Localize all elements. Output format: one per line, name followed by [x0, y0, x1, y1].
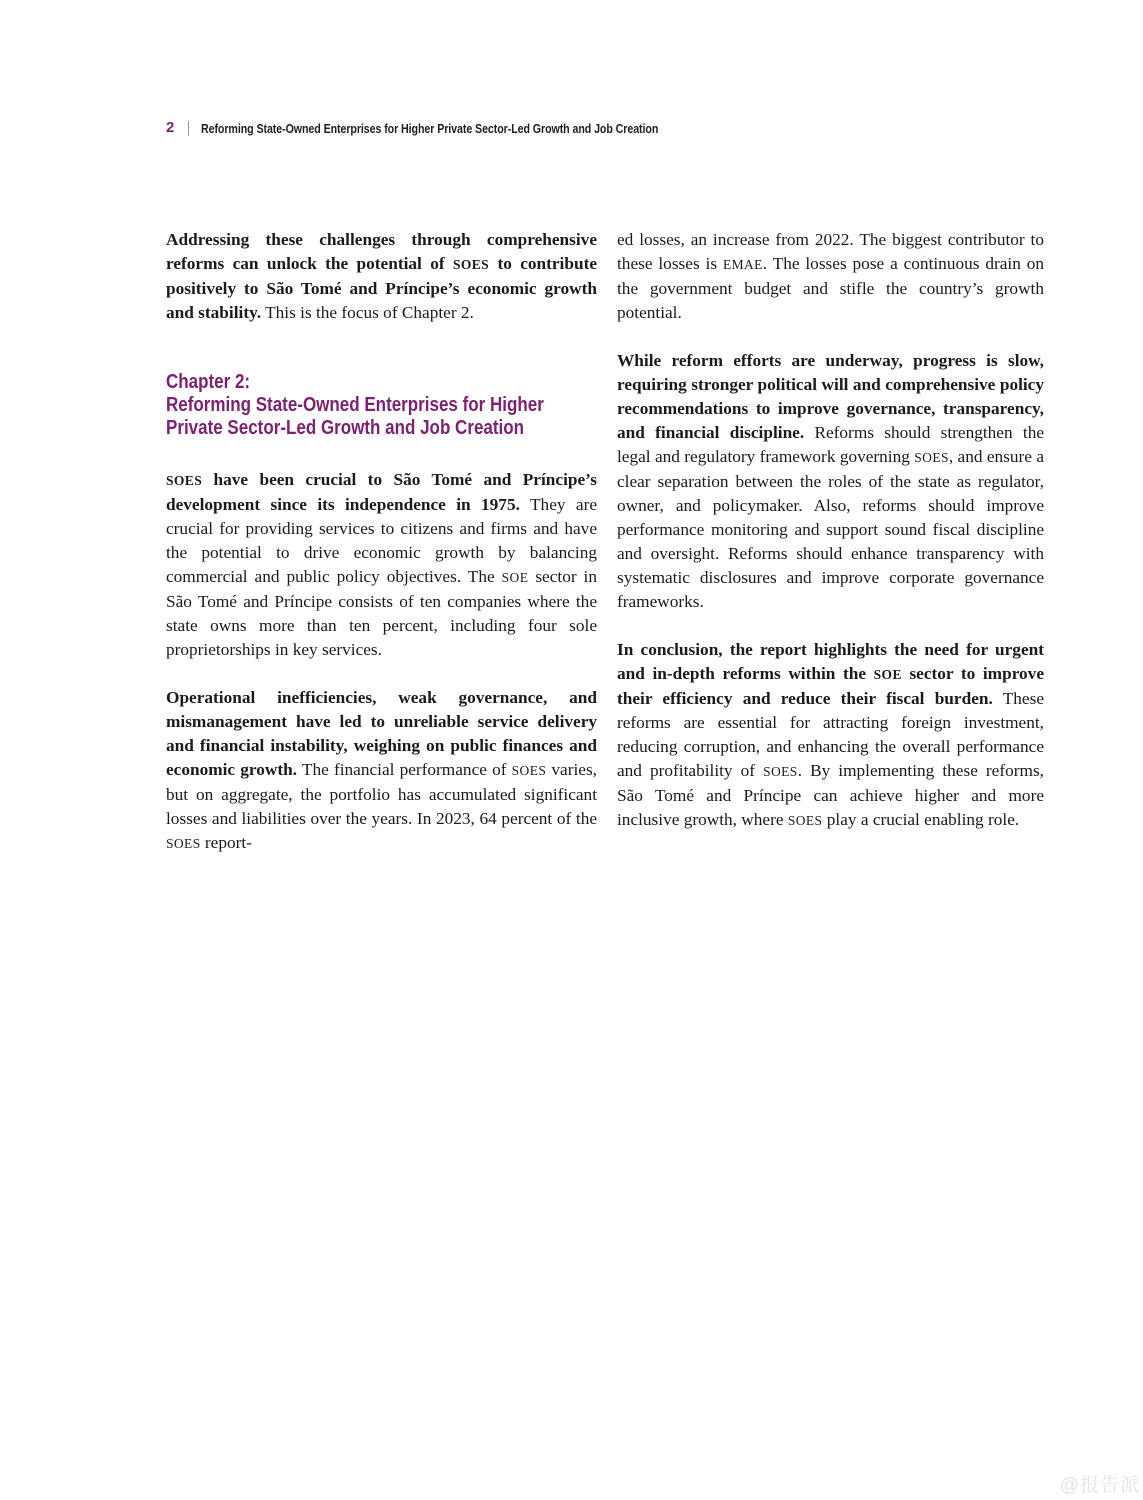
- paragraph-soes-crucial: [166, 468, 597, 662]
- chapter-heading: [166, 371, 597, 440]
- right-column: [617, 228, 1044, 880]
- left-column: [166, 228, 597, 880]
- paragraph-inefficiencies: [166, 686, 597, 856]
- paragraph-intro: [166, 228, 597, 325]
- page-number: 2: [166, 119, 175, 136]
- paragraph-rest: ed losses, an increase from 2022. The biggest contributor to these losses is EMAE. The losses pose a continuous drain on the government budget and stifle the country’s growth potential.: [617, 230, 1044, 322]
- paragraph-rest: They are crucial for providing services to citizens and firms and have the potential to drive economic growth by balancing commercial and public policy objectives. The SOE sector in São Tomé and Príncipe consists of ten companies where the state owns more than ten percent, including four sole proprietorships in key services.: [166, 495, 597, 659]
- paragraph-lead: SOES have been crucial to São Tomé and Príncipe’s development since its independence in 1975.: [166, 470, 597, 514]
- page-header: [166, 119, 759, 137]
- two-column-body: [166, 228, 1044, 880]
- paragraph-losses-continuation: [617, 228, 1044, 325]
- header-separator: [188, 121, 189, 136]
- chapter-heading-line: Reforming State-Owned Enterprises for Higher: [166, 394, 544, 416]
- paragraph-conclusion: [617, 638, 1044, 833]
- paragraph-lead: Addressing these challenges through comprehensive reforms can unlock the potential of SOES to contribute positively to São Tomé and Príncipe’s economic growth and stability.: [166, 230, 597, 322]
- paragraph-lead: In conclusion, the report highlights the need for urgent and in-depth reforms within the SOE sector to improve their efficiency and reduce their fiscal burden.: [617, 640, 1044, 708]
- paragraph-lead: While reform efforts are underway, progress is slow, requiring stronger political will and comprehensive policy recommendations to improve governance, transparency, and financial discipline.: [617, 351, 1044, 442]
- chapter-heading-line: Chapter 2:: [166, 371, 251, 393]
- paragraph-rest: This is the focus of Chapter 2.: [261, 303, 474, 322]
- paragraph-reform-efforts: [617, 349, 1044, 614]
- chapter-heading-line: Private Sector-Led Growth and Job Creation: [166, 417, 525, 439]
- paragraph-rest: These reforms are essential for attracting foreign investment, reducing corruption, and enhancing the overall performance and profitability of SOES. By implementing these reforms, São Tomé and Príncipe can achieve higher and more inclusive growth, where SOES play a crucial enabling role.: [617, 689, 1044, 829]
- paragraph-lead: Operational inefficiencies, weak governance, and mismanagement have led to unreliable service delivery and financial instability, weighing on public finances and economic growth.: [166, 688, 597, 779]
- paragraph-rest: The financial performance of SOES varies, but on aggregate, the portfolio has accumulated significant losses and liabilities over the years. In 2023, 64 percent of the SOES report-: [166, 760, 598, 852]
- watermark: @报告派: [1059, 1475, 1140, 1496]
- running-title: Reforming State-Owned Enterprises for Higher Private Sector-Led Growth and Job Creation: [201, 120, 659, 136]
- paragraph-rest: Reforms should strengthen the legal and regulatory framework governing SOES, and ensure a clear separation between the roles of the state as regulator, owner, and policymaker. Also, reforms should improve performance monitoring and support sound fiscal discipline and oversight. Reforms should enhance transparency with systematic disclosures and improve corporate governance frameworks.: [617, 423, 1045, 611]
